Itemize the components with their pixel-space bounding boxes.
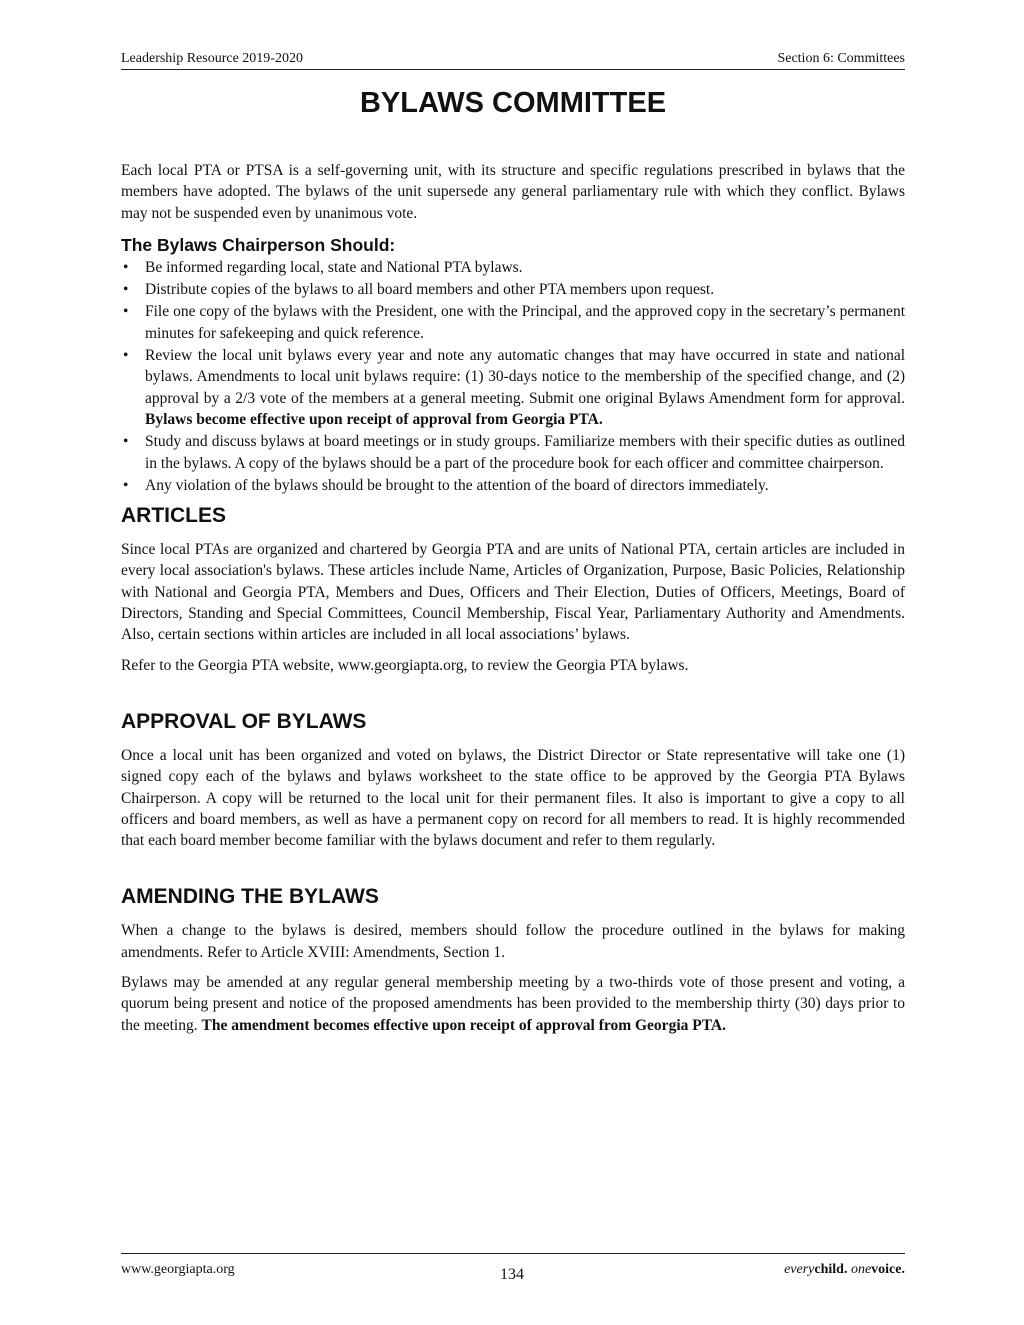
list-item: • Any violation of the bylaws should be brought to the attention of the board of directors immediately. [121, 475, 905, 496]
list-item: • Study and discuss bylaws at board meetings or in study groups. Familiarize members with their specific duties as outlined in the bylaws. A copy of the bylaws should be a part of the procedure book for each officer and committee chairperson. [123, 433, 905, 472]
approval-heading: APPROVAL OF BYLAWS [121, 709, 367, 733]
list-item: • Distribute copies of the bylaws to all board members and other PTA members upon request. [121, 279, 905, 300]
amending-paragraph: When a change to the bylaws is desired, members should follow the procedure outlined in the bylaws for making amendments. Refer to Article XVIII: Amendments, Section 1. [121, 922, 905, 961]
list-item: • Review the local unit bylaws every year and note any automatic changes that may have occurred in state and national bylaws. Amendments to local unit bylaws require: (1) 30-days notice to the membership of the specified change, and (2) approval by a 2/3 vote of the members at a general meeting. Submit one original Bylaws Amendment form for approval. Bylaws become effective upon receipt of approval from Georgia PTA. [123, 347, 905, 428]
page-title: BYLAWS COMMITTEE [359, 87, 667, 119]
bullet-icon: • [123, 347, 129, 365]
header-divider [121, 69, 905, 70]
articles-heading: ARTICLES [121, 504, 226, 528]
chairperson-heading: The Bylaws Chairperson Should: [121, 234, 396, 255]
footer-divider [121, 1253, 905, 1254]
page-number: 134 [500, 1266, 524, 1283]
bullet-icon: • [123, 476, 129, 494]
page-header [121, 50, 905, 68]
list-item: • File one copy of the bylaws with the President, one with the Principal, and the approved copy in the secretary’s permanent minutes for safekeeping and quick reference. [123, 303, 905, 342]
effective-approval-note: Bylaws become effective upon receipt of approval from Georgia PTA. [145, 410, 603, 428]
website-reference-paragraph: Refer to the Georgia PTA website, www.georgiapta.org, to review the Georgia PTA bylaws. [121, 656, 689, 674]
chairperson-duties-list [121, 257, 905, 496]
bullet-icon: • [123, 433, 129, 451]
bullet-icon: • [123, 258, 129, 276]
header-document-title: Leadership Resource 2019-2020 [121, 51, 303, 66]
header-section-label: Section 6: Committees [777, 51, 905, 66]
bullet-icon: • [123, 303, 129, 321]
articles-paragraph: Since local PTAs are organized and chartered by Georgia PTA and are units of National PTA, certain articles are included in every local association's bylaws. These articles include Name, Articles of Organization, Purpose, Basic Policies, Relationship with National and Georgia PTA, Members and Dues, Officers and Their Election, Duties of Officers, Meetings, Board of Directors, Standing and Special Committees, Council Membership, Fiscal Year, Parliamentary Authority and Amendments. Also, certain sections within articles are included in all local associations’ bylaws. [121, 541, 905, 644]
footer-website: www.georgiapta.org [121, 1262, 235, 1277]
approval-paragraph: Once a local unit has been organized and voted on bylaws, the District Director or State representative will take one (1) signed copy each of the bylaws and bylaws worksheet to the state office to be approved by the Georgia PTA Bylaws Chairperson. A copy will be returned to the local unit for their permanent files. It also is important to give a copy to all officers and board members, as well as have a permanent copy on record for all members to read. It is highly recommended that each board member become familiar with the bylaws document and refer to them regularly. [121, 746, 905, 850]
amending-vote-paragraph: Bylaws may be amended at any regular general membership meeting by a two-thirds vote of those present and voting, a quorum being present and notice of the proposed amendments has been provided to the membership thirty (30) days prior to the meeting. The amendment becomes effective upon receipt of approval from Georgia PTA. [121, 974, 905, 1034]
list-item: • Be informed regarding local, state and National PTA bylaws. [121, 257, 905, 278]
intro-paragraph: Each local PTA or PTSA is a self-governing unit, with its structure and specific regulations prescribed in bylaws that the members have adopted. The bylaws of the unit supersede any general parliamentary rule with which they conflict. Bylaws may not be suspended even by unanimous vote. [121, 162, 905, 222]
footer-slogan: everychild. onevoice. [784, 1262, 905, 1277]
amendment-effective-note: The amendment becomes effective upon receipt of approval from Georgia PTA. [201, 1016, 726, 1034]
amending-heading: AMENDING THE BYLAWS [121, 885, 379, 909]
bullet-icon: • [123, 281, 129, 299]
page-content [121, 160, 905, 1045]
